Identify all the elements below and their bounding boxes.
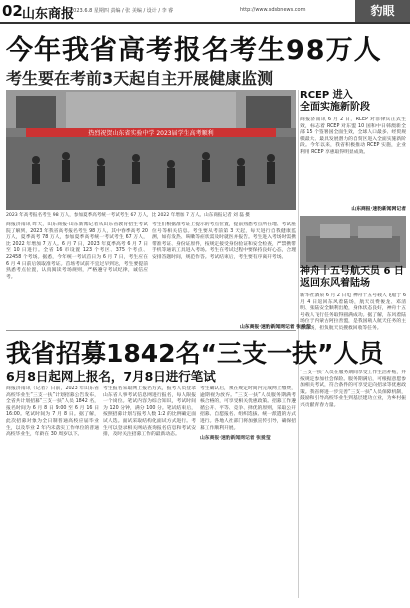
section-name: 山东商报	[22, 7, 75, 22]
subheadline-1: 考生要在考前3天起自主开展健康监测	[6, 69, 274, 88]
rcep-title-1: RCEP 进入	[300, 90, 353, 101]
issue-date: 2023.6.8 星期四 责编 / 张 美编 / 设计 / 李 睿	[70, 8, 174, 14]
photo-caption: 2023 年高考报名考生 98 万人，参加夏季高考统一考试考生 67 万人，比 2022 年增加 7 万人。山东商报记者 刘 磊 摄	[6, 213, 250, 218]
shenzhou-title-2: 返回东风着陆场	[300, 278, 370, 289]
article-2-col-2: 考生报名采取网上报名方式，报考人员登录山东省人事考试信息网进行报名，每人限报一个岗位。笔试内容为综合知识，考试时间为 120 分钟，满分 100 分。笔试结束后，按照招募计划与报考人数 1:2 的比例确定面试人选。面试采取结构化面试方式进行。考生可以登录相关网站查询报名信息和考试安排，及时关注招募工作的最新动态。	[103, 386, 196, 438]
subheadline-2: 6月8日起网上报名，7月8日进行笔试	[6, 369, 216, 384]
rcep-body: 商报济南讯 6 月 2 日，RCEP 对菲律宾正式生效，标志着 RCEP 对东盟 10 国和中日韩澳新全部 15 个签署国全面生效，全球人口最多、经贸规模最大、最具发展潜力的自贸区进入全面实施新阶段。今年以来，我省积极推动 RCEP 实施，企业利用 RCEP 享惠取得明显成效。	[300, 117, 406, 155]
article-1-body-left: 商报济南讯 昨天，山东商报·山东新闻记者从山东省教育招生考试院了解到，2023 年我省高考报名考生 98 万人，其中春季高考 20 万人，夏季高考 78 万人，参加夏季高考统一考试考生 67 万人，比 2022 年增加 7 万人。6 月 7 日，2023 年夏季高考 6 月 7 日至 10 日进行。全省 16 市设置 123 个考区、375 个考点、22458 个考场。据悉，今年统一考试首日为 6 月 7 日，考生应在 6 月 4 日前后领取准考证。首场考试前不宜过早到达，考生要提前熟悉考点位置，认真阅读考场规则，严格遵守考试纪律，诚信应考。	[6, 222, 148, 280]
shenzhou-body: 新华社酒泉 6 月 2 日电 神舟十五号载人飞船于 6 月 4 日返回东风着陆场，航天员费俊龙、邓清明、张陆安全顺利出舱，身体状态良好，神舟十五号载人飞行任务取得圆满成功。据了解，东风着陆场位于内蒙古阿拉善盟，是我国载人航天任务的主着陆场，担负航天员搜救回收等任务。	[300, 293, 406, 331]
exam-photo	[6, 90, 296, 210]
rcep-title-2: 全面实施新阶段	[300, 102, 370, 113]
site-url: http://www.sdsbnews.com	[240, 7, 306, 13]
article-2-col-1: 商报济南讯（记者）日前，2023 年山东省高校毕业生“三支一扶”计划招募公告发布，全省共计划招募“三支一扶”人员 1842 名，报名时间为 6 月 8 日 9:00 至 6 月 16 日 16:00。笔试时间为 7 月 8 日。据了解，此次招募对象为全日制普通高校应届毕业生，以及毕业 2 年内未落实工作单位的普通高校毕业生，年龄在 30 周岁以下。	[6, 386, 99, 438]
shenzhou-title-1: 神舟十五号航天员 6 日	[300, 266, 404, 277]
page-number: 02	[2, 2, 23, 20]
exam-photo-image	[6, 90, 296, 210]
article-2-col-4: “三支一扶”人员在服务期间享受工作生活补贴，并按规定参加社会保险。服务期满后，可根据意愿参加相关考试，符合条件的可享受定向招录等优惠政策。我省将进一步完善“三支一扶”人员保障机制，鼓励和引导高校毕业生到基层建功立业，为乡村振兴贡献青春力量。	[300, 370, 406, 408]
rcep-photo-image	[300, 216, 406, 268]
section-flag: 豹眼	[355, 0, 410, 22]
photo-banner-text: 热烈祝贺山东省实验中学 2023届学生高考顺利	[88, 130, 214, 137]
rcep-source: 山东商报·速豹新闻网记者	[351, 207, 406, 212]
article-2-col-3	[200, 386, 296, 598]
headline-1: 今年我省高考报名考生98万人	[6, 35, 382, 66]
article-2-col-3-text: 考生确认后，须在规定时间内完成网上缴费，逾期视为放弃。“三支一扶”人员服务期满考核合格的，可享受相关优惠政策。招募工作遵循公开、平等、竞争、择优的原则，采取公开招募、自愿报名、组织选拔、统一派遣的方式进行。各地人社部门将加强宣传引导，确保招募工作顺利开展。	[200, 386, 296, 431]
section-rule	[6, 330, 296, 331]
article-2-source: 山东商报·速豹新闻网记者 张爱莹	[200, 436, 271, 442]
page-header	[0, 0, 410, 24]
article-1-source: 山东商报·速豹新闻网记者 张爱莹	[240, 325, 311, 330]
headline-2: 我省招募1842名“三支一扶”人员	[6, 339, 384, 368]
rcep-photo	[300, 216, 406, 268]
article-1-body-right: 考生们根据准考证上提示的考点位置，提前熟悉考点所在地、考试座位号等相关信息。考生要从考前第 3 天起，每天进行自我健康监测，如有发热、咳嗽等症状需及时就医并报告。考生进入考场时需携带准考证、身份证原件，按规定接受身份验证和安全检查，严禁携带手机等通讯工具进入考场。考生在考试过程中要保持良好心态，合理安排答题时间，规范作答。考试结束后，考生要有序离开考场。	[152, 222, 296, 260]
